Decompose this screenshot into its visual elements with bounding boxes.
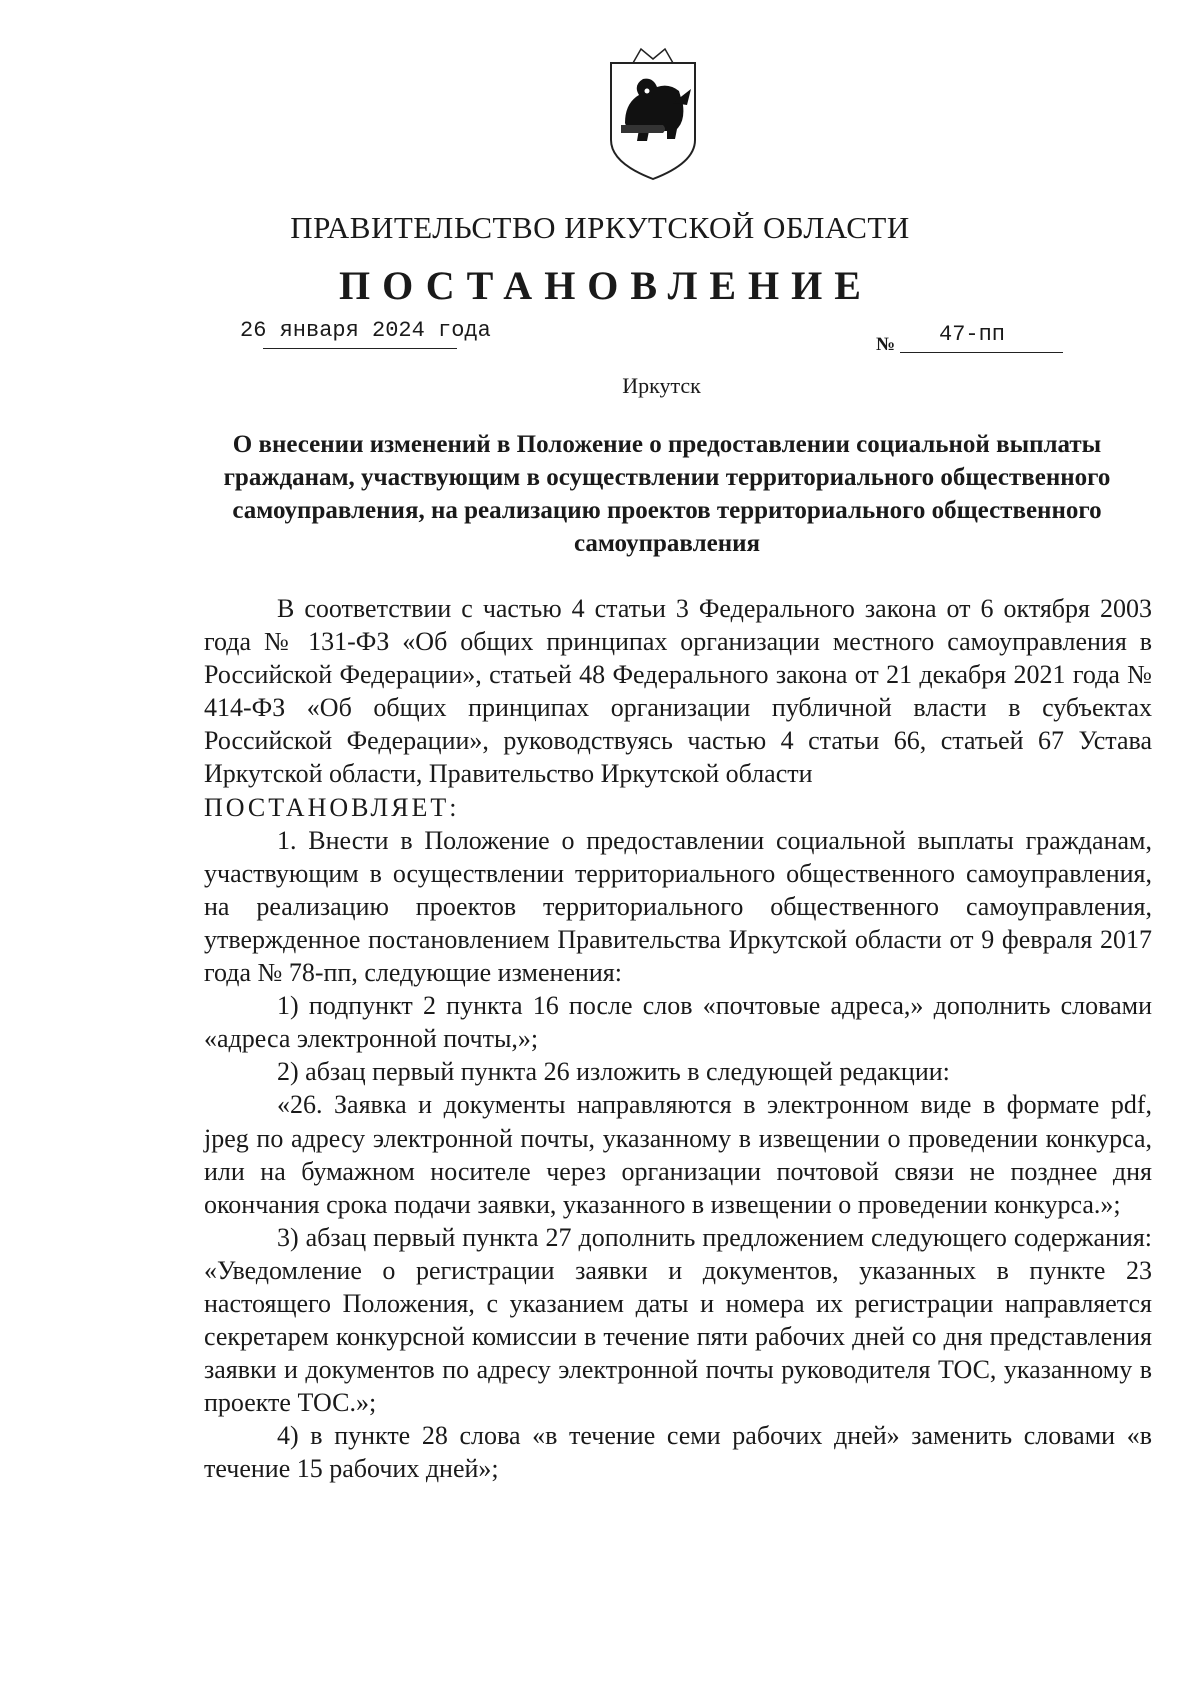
coat-of-arms-icon [603,45,703,185]
government-name: ПРАВИТЕЛЬСТВО ИРКУТСКОЙ ОБЛАСТИ [290,210,910,245]
subitem-3-paragraph: 3) абзац первый пункта 27 дополнить предложением следующего содержания: «Уведомление о регистрации заявки и документов, указанных в пункте 23 настоящего Положения, с указанием даты и номера их регистрации направляется секретарем конкурсной комиссии в течение пяти рабочих дней со дня представления заявки и документов по адресу электронной почты руководителя ТОС, указанному в проекте ТОС.»; [204,1222,1152,1418]
document-type: ПОСТАНОВЛЕНИЕ [339,263,873,308]
document-number: 47-пп [939,322,1006,347]
document-title: О внесении изменений в Положение о предоставлении социальной выплаты гражданам, участвующим в осуществлении территориального общественного самоуправления, на реализацию проектов территориального общественного самоуправления [223,431,1111,557]
number-label: № [876,334,896,355]
subitem-1-paragraph: 1) подпункт 2 пункта 16 после слов «почтовые адреса,» дополнить словами «адреса электронной почты,»; [204,991,1152,1054]
subitem-2-text-paragraph: «26. Заявка и документы направляются в электронном виде в формате pdf, jpeg по адресу электронной почты, указанному в извещении о проведении конкурса, или на бумажном носителе через организации почтовой связи не позднее дня окончания срока подачи заявки, указанного в извещении о проведении конкурса.»; [204,1090,1152,1219]
item-1-paragraph: 1. Внести в Положение о предоставлении социальной выплаты гражданам, участвующим в осуществлении территориального общественного самоуправления, на реализацию проектов территориального общественного самоуправления, утвержденное постановлением Правительства Иркутской области от 9 февраля 2017 года № 78-пп, следующие изменения: [204,825,1152,988]
resolves-heading: ПОСТАНОВЛЯЕТ: [204,792,460,822]
preamble-paragraph: В соответствии с частью 4 статьи 3 Федерального закона от 6 октября 2003 года № 131-ФЗ «Об общих принципах организации местного самоуправления в Российской Федерации», статьей 48 Федерального закона от 21 декабря 2021 года № 414-ФЗ «Об общих принципах организации публичной власти в субъектах Российской Федерации», руководствуясь частью 4 статьи 66, статьей 67 Устава Иркутской области, Правительство Иркутской области [204,594,1152,789]
date-underline [263,348,457,349]
subitem-4-paragraph: 4) в пункте 28 слова «в течение семи рабочих дней» заменить словами «в течение 15 рабочих дней»; [204,1421,1152,1484]
subitem-2-paragraph: 2) абзац первый пункта 26 изложить в следующей редакции: [277,1057,950,1087]
number-underline [900,352,1063,353]
city: Иркутск [622,373,701,398]
document-body [204,592,1152,1486]
document-date: 26 января 2024 года [240,318,491,343]
